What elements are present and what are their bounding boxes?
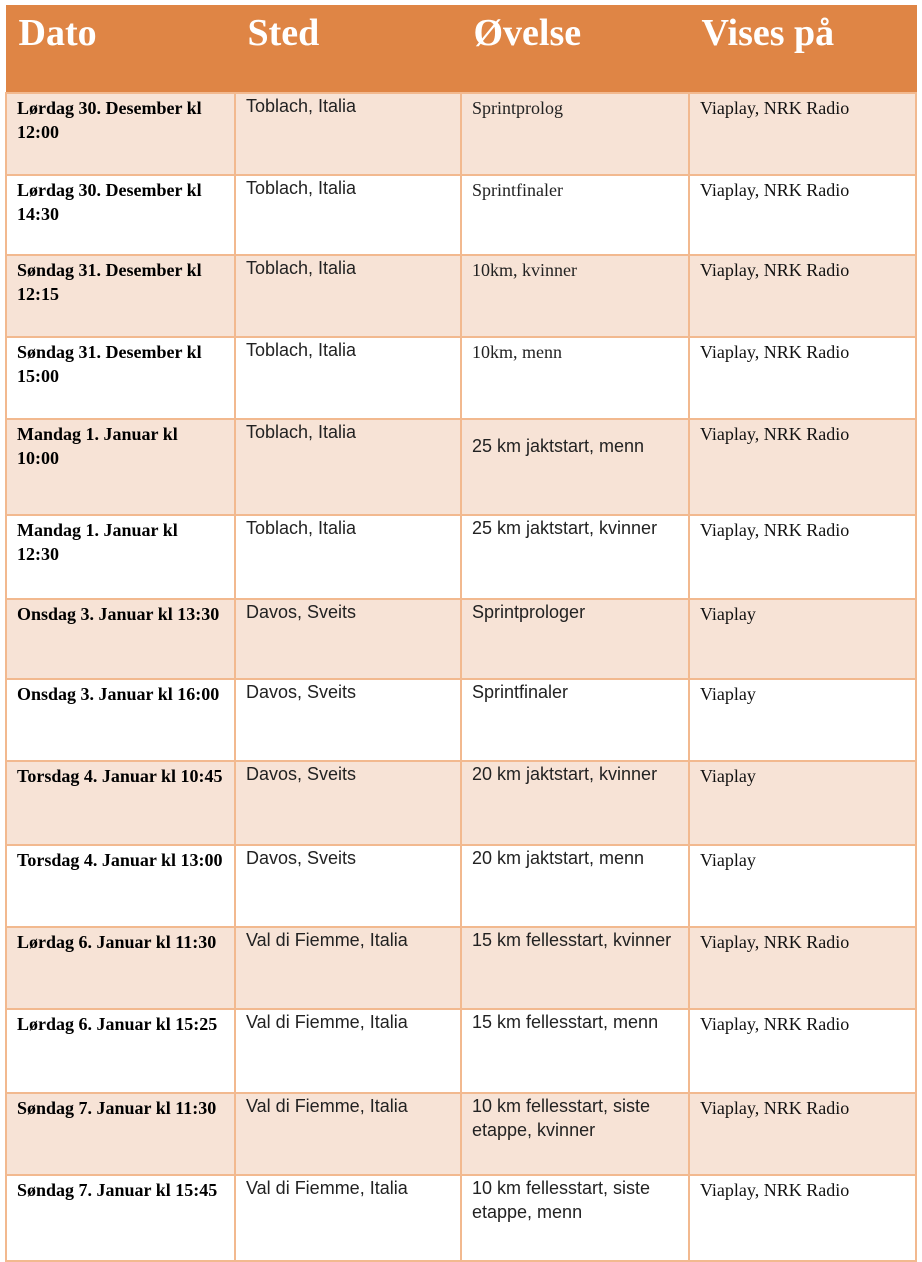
- cell-place: Davos, Sveits: [235, 845, 461, 927]
- cell-place: Toblach, Italia: [235, 255, 461, 337]
- table-row: [6, 679, 916, 761]
- cell-event: Sprintfinaler: [461, 175, 689, 255]
- cell-channel: Viaplay, NRK Radio: [689, 927, 916, 1009]
- cell-event: Sprintfinaler: [461, 679, 689, 761]
- cell-channel: Viaplay, NRK Radio: [689, 1009, 916, 1093]
- cell-date: Søndag 7. Januar kl 11:30: [6, 1093, 235, 1175]
- header-channel: Vises på: [689, 6, 916, 94]
- table-row: [6, 1009, 916, 1093]
- cell-date: Søndag 31. Desember kl 15:00: [6, 337, 235, 419]
- table-row: [6, 599, 916, 679]
- cell-channel: Viaplay, NRK Radio: [689, 419, 916, 515]
- cell-date: Torsdag 4. Januar kl 10:45: [6, 761, 235, 845]
- cell-channel: Viaplay: [689, 761, 916, 845]
- cell-event: 20 km jaktstart, kvinner: [461, 761, 689, 845]
- cell-channel: Viaplay, NRK Radio: [689, 515, 916, 599]
- table-row: [6, 93, 916, 175]
- cell-channel: Viaplay, NRK Radio: [689, 337, 916, 419]
- schedule-table: [5, 5, 917, 1262]
- cell-channel: Viaplay, NRK Radio: [689, 93, 916, 175]
- cell-event: 20 km jaktstart, menn: [461, 845, 689, 927]
- cell-place: Toblach, Italia: [235, 175, 461, 255]
- cell-place: Toblach, Italia: [235, 419, 461, 515]
- header-row: [6, 6, 916, 94]
- cell-date: Søndag 31. Desember kl 12:15: [6, 255, 235, 337]
- cell-event: 10 km fellesstart, siste etappe, menn: [461, 1175, 689, 1261]
- cell-channel: Viaplay, NRK Radio: [689, 255, 916, 337]
- cell-date: Torsdag 4. Januar kl 13:00: [6, 845, 235, 927]
- cell-place: Davos, Sveits: [235, 679, 461, 761]
- cell-event: 10km, menn: [461, 337, 689, 419]
- header-date: Dato: [6, 6, 235, 94]
- cell-event: 25 km jaktstart, kvinner: [461, 515, 689, 599]
- cell-place: Val di Fiemme, Italia: [235, 1093, 461, 1175]
- header-event: Øvelse: [461, 6, 689, 94]
- cell-date: Lørdag 30. Desember kl 14:30: [6, 175, 235, 255]
- cell-place: Val di Fiemme, Italia: [235, 1009, 461, 1093]
- cell-place: Toblach, Italia: [235, 515, 461, 599]
- table-row: [6, 515, 916, 599]
- cell-event: 10 km fellesstart, siste etappe, kvinner: [461, 1093, 689, 1175]
- header-place: Sted: [235, 6, 461, 94]
- table-row: [6, 255, 916, 337]
- table-row: [6, 175, 916, 255]
- cell-date: Mandag 1. Januar kl 12:30: [6, 515, 235, 599]
- table-row: [6, 1093, 916, 1175]
- cell-date: Lørdag 30. Desember kl 12:00: [6, 93, 235, 175]
- cell-place: Davos, Sveits: [235, 599, 461, 679]
- table-row: [6, 761, 916, 845]
- cell-date: Lørdag 6. Januar kl 11:30: [6, 927, 235, 1009]
- cell-event: 25 km jaktstart, menn: [461, 419, 689, 515]
- cell-date: Søndag 7. Januar kl 15:45: [6, 1175, 235, 1261]
- cell-event: Sprintprologer: [461, 599, 689, 679]
- cell-place: Val di Fiemme, Italia: [235, 1175, 461, 1261]
- cell-channel: Viaplay: [689, 679, 916, 761]
- table-row: [6, 927, 916, 1009]
- cell-event: Sprintprolog: [461, 93, 689, 175]
- table-row: [6, 1175, 916, 1261]
- cell-channel: Viaplay, NRK Radio: [689, 1175, 916, 1261]
- cell-date: Mandag 1. Januar kl 10:00: [6, 419, 235, 515]
- cell-event: 15 km fellesstart, kvinner: [461, 927, 689, 1009]
- table-row: [6, 337, 916, 419]
- cell-place: Toblach, Italia: [235, 337, 461, 419]
- table-row: [6, 845, 916, 927]
- cell-event: 15 km fellesstart, menn: [461, 1009, 689, 1093]
- cell-channel: Viaplay: [689, 599, 916, 679]
- cell-place: Davos, Sveits: [235, 761, 461, 845]
- cell-channel: Viaplay, NRK Radio: [689, 175, 916, 255]
- cell-date: Onsdag 3. Januar kl 13:30: [6, 599, 235, 679]
- cell-event: 10km, kvinner: [461, 255, 689, 337]
- cell-date: Lørdag 6. Januar kl 15:25: [6, 1009, 235, 1093]
- cell-channel: Viaplay: [689, 845, 916, 927]
- cell-channel: Viaplay, NRK Radio: [689, 1093, 916, 1175]
- cell-place: Toblach, Italia: [235, 93, 461, 175]
- cell-place: Val di Fiemme, Italia: [235, 927, 461, 1009]
- cell-date: Onsdag 3. Januar kl 16:00: [6, 679, 235, 761]
- table-row: [6, 419, 916, 515]
